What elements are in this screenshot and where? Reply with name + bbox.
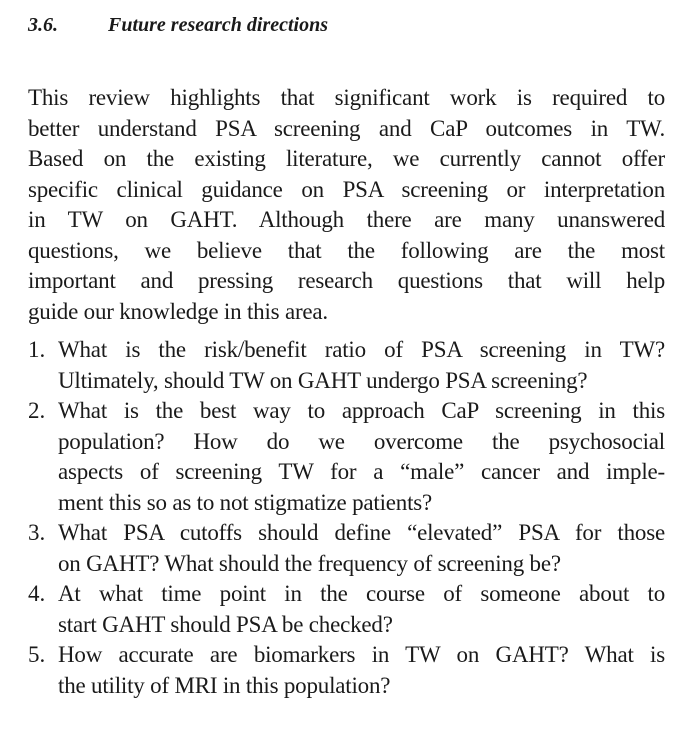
list-item-line: the utility of MRI in this population? xyxy=(58,672,391,698)
list-item xyxy=(28,335,665,396)
list-item-line: What is the best way to approach CaP screening in this xyxy=(58,398,665,423)
list-item-line: on GAHT? What should the frequency of screening be? xyxy=(58,550,561,576)
list-item-line: How accurate are biomarkers in TW on GAHT? What is xyxy=(58,642,665,667)
list-number: 1. xyxy=(28,337,46,362)
list-item-line: What is the risk/benefit ratio of PSA screening in TW? xyxy=(58,337,665,362)
research-questions-list xyxy=(28,335,665,701)
list-item-line: Ultimately, should TW on GAHT undergo PSA screening? xyxy=(58,367,588,393)
list-item-line: What PSA cutoffs should define “elevated” PSA for those xyxy=(58,520,665,545)
section-heading xyxy=(28,14,328,37)
paragraph-line: better understand PSA screening and CaP outcomes in TW. xyxy=(28,115,665,141)
paragraph-line: questions, we believe that the following are the most xyxy=(28,237,665,263)
paragraph-line: This review highlights that significant work is required to xyxy=(28,85,665,110)
paragraph-line: Based on the existing literature, we currently cannot offer xyxy=(28,146,665,171)
section-number: 3.6. xyxy=(28,14,58,36)
section-title: Future research directions xyxy=(108,14,329,36)
list-item-line: aspects of screening TW for a “male” cancer and imple- xyxy=(58,459,665,484)
paragraph-line: in TW on GAHT. Although there are many unanswered xyxy=(28,207,665,232)
list-item-line: start GAHT should PSA be checked? xyxy=(58,611,393,637)
list-number: 3. xyxy=(28,520,46,545)
list-number: 4. xyxy=(28,581,46,606)
list-item xyxy=(28,640,665,701)
list-item xyxy=(28,518,665,579)
list-item xyxy=(28,396,665,518)
list-number: 5. xyxy=(28,642,46,667)
list-item-line: ment this so as to not stigmatize patients? xyxy=(58,489,433,515)
body-paragraph xyxy=(28,83,665,327)
list-item-line: population? How do we overcome the psychosocial xyxy=(58,428,665,454)
paragraph-line: guide our knowledge in this area. xyxy=(28,298,328,324)
list-item xyxy=(28,579,665,640)
list-number: 2. xyxy=(28,398,46,423)
paragraph-line: specific clinical guidance on PSA screening or interpretation xyxy=(28,176,665,202)
list-item-line: At what time point in the course of someone about to xyxy=(58,581,665,606)
paragraph-line: important and pressing research questions that will help xyxy=(28,268,665,293)
